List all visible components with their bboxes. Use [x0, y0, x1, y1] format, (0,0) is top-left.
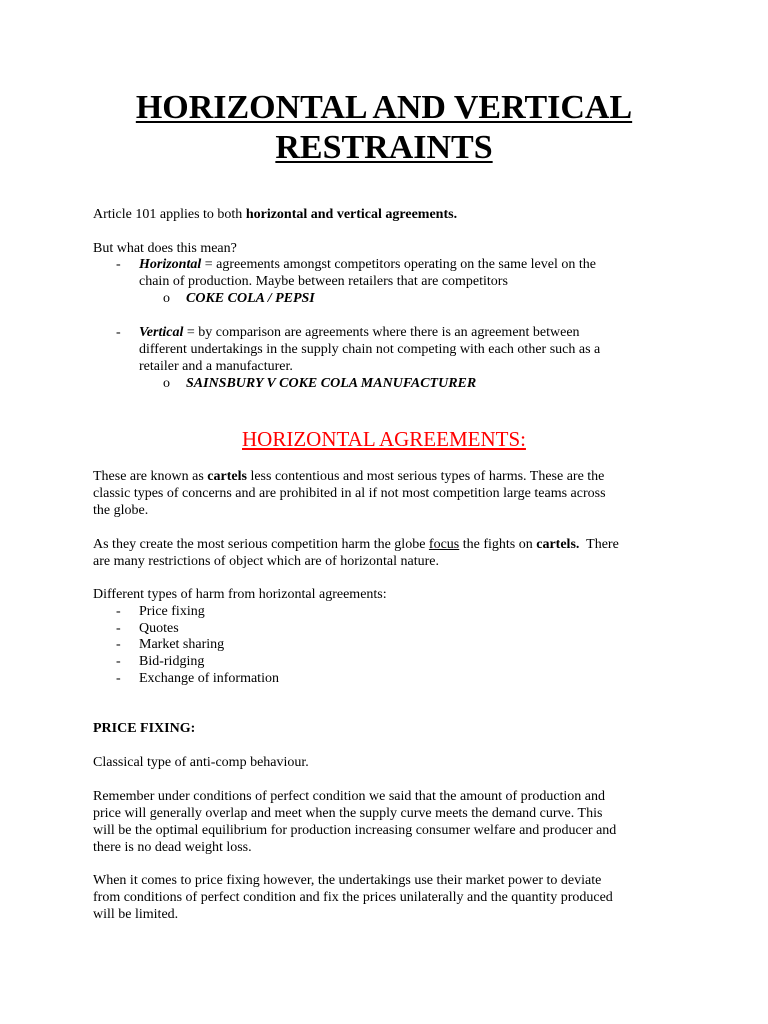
section-heading-horizontal-agreements: HORIZONTAL AGREEMENTS:	[242, 427, 526, 451]
harm-dash: -	[116, 671, 121, 686]
perfect-condition-paragraph: Remember under conditions of perfect condition we said that the amount of production and price will generally overlap and meet when the supply curve meets the demand curve. This will be the optimal equilibrium for production increasing consumer welfare and producer and there is no dead weight loss.	[93, 789, 617, 855]
harms-intro: Different types of harm from horizontal agreements:	[93, 587, 387, 602]
cartels-paragraph: These are known as cartels less contentious and most serious types of harms. These are the classic types of concerns and are prohibited in al if not most competition large teams across the globe.	[93, 469, 606, 518]
title-line-1: HORIZONTAL AND VERTICAL	[135, 89, 633, 126]
vertical-example: SAINSBURY V COKE COLA MANUFACTURER	[186, 376, 477, 391]
harm-dash: -	[116, 621, 121, 636]
harm-dash: -	[116, 604, 121, 619]
price-fixing-heading: PRICE FIXING:	[93, 721, 196, 736]
harm-item-exchange-of-information: Exchange of information	[139, 671, 279, 686]
harm-item-bid-ridging: Bid-ridging	[139, 654, 205, 669]
horizontal-example: COKE COLA / PEPSI	[186, 291, 315, 306]
competition-harm-paragraph: As they create the most serious competition harm the globe focus the fights on cartels. There are many restrictions of object which are of horizontal nature.	[93, 537, 619, 569]
harm-item-price-fixing: Price fixing	[139, 604, 205, 619]
vertical-definition: Vertical = by comparison are agreements where there is an agreement between different undertakings in the supply chain not competing with each other such as a retailer and a manufacturer.	[139, 325, 601, 374]
horizontal-definition: Horizontal = agreements amongst competitors operating on the same level on the chain of production. Maybe between retailers that are competitors	[139, 257, 596, 289]
intro-paragraph: Article 101 applies to both horizontal and vertical agreements.	[93, 207, 458, 222]
harm-dash: -	[116, 637, 121, 652]
vertical-bullet: o	[163, 376, 170, 391]
page-title	[0, 88, 768, 168]
classical-line: Classical type of anti-comp behaviour.	[93, 755, 309, 770]
question-line: But what does this mean?	[93, 241, 237, 256]
title-line-2: RESTRAINTS	[275, 129, 493, 166]
harm-item-market-sharing: Market sharing	[139, 637, 225, 652]
vertical-dash: -	[116, 325, 121, 340]
price-fixing-paragraph: When it comes to price fixing however, the undertakings use their market power to deviate from conditions of perfect condition and fix the prices unilaterally and the quantity produced will be limited.	[93, 873, 613, 922]
harm-dash: -	[116, 654, 121, 669]
horizontal-bullet: o	[163, 291, 170, 306]
horizontal-dash: -	[116, 257, 121, 272]
harm-item-quotes: Quotes	[139, 621, 179, 636]
